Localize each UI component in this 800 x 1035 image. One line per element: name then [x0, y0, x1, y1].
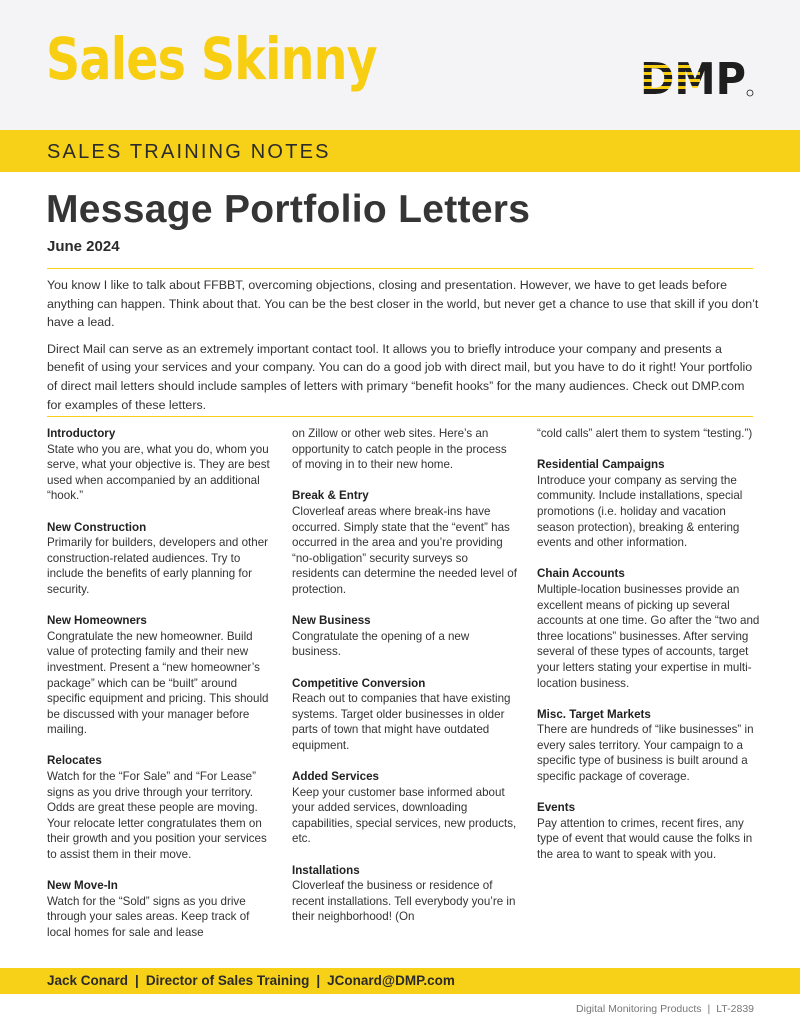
section-body: Watch for the “Sold” signs as you drive through your sales areas. Keep track of local homes for sale and lease	[47, 894, 250, 939]
section-relocates	[47, 753, 273, 862]
section-title: Break & Entry	[292, 489, 369, 503]
section-break-entry	[292, 488, 518, 597]
section-body: Multiple-location businesses provide an excellent means of picking up several accounts at one time. Go after the “two and three locations” businesses. After serving several of these types of accounts, target your letters stating your expertise in multi-location business.	[537, 582, 760, 690]
document-date: June 2024	[47, 238, 120, 255]
column-1	[47, 426, 273, 956]
header-area	[0, 0, 800, 130]
section-body: Congratulate the new homeowner. Build value of protecting family and their new investment. Present a “new homeowner’s package” which can be “built” around specific equipment and pricing. This should be discussed with your manager before mailing.	[47, 629, 269, 737]
section-continuation	[292, 426, 518, 473]
section-title: Residential Campaigns	[537, 458, 665, 472]
divider-top	[47, 268, 753, 269]
section-events	[537, 800, 763, 862]
author-role: Director of Sales Training	[145, 973, 310, 988]
section-body: There are hundreds of “like businesses” in every sales territory. Your campaign to a specific type of business is built around a specific package of coverage.	[537, 723, 754, 784]
company-name: Digital Monitoring Products	[576, 1003, 702, 1015]
section-title: Competitive Conversion	[292, 676, 426, 690]
column-2	[292, 426, 518, 941]
section-new-construction	[47, 520, 273, 598]
section-title: Added Services	[292, 770, 379, 784]
section-new-homeowners	[47, 613, 273, 738]
intro-paragraph: Direct Mail can serve as an extremely important contact tool. It allows you to briefly introduce your company and presents a benefit of using your services and your company. You can do a good job with direct mail, but you have to do it right! Your portfolio of direct mail letters should include samples of letters with primary “benefit hooks” for the many audiences. Check out DMP.com for examples of these letters.	[47, 341, 753, 412]
section-new-move-in	[47, 878, 273, 940]
dmp-logo	[640, 56, 754, 98]
section-body: Introduce your company as serving the community. Include installations, special promotions (i.e. holiday and vacation season protection), breaking & entering events and other information.	[537, 473, 743, 550]
section-band	[0, 130, 800, 172]
separator: |	[135, 973, 139, 988]
band-label: SALES TRAINING NOTES	[47, 141, 331, 163]
section-installations	[292, 863, 518, 925]
section-body: Watch for the “For Sale” and “For Lease” signs as you drive through your territory. Odds are great these people are moving. Your relocate letter congratulates them on their growth and you position your services to assist them in their move.	[47, 770, 267, 862]
section-body: Primarily for builders, developers and other construction-related audiences. Try to include the benefits of early planning for security.	[47, 536, 269, 596]
section-title: New Move-In	[47, 879, 118, 893]
author-email: JConard@DMP.com	[327, 973, 455, 988]
section-added-services	[292, 769, 518, 847]
intro-text	[47, 276, 759, 422]
author-name: Jack Conard	[47, 973, 129, 988]
section-title: New Homeowners	[47, 614, 147, 628]
section-body: Keep your customer base informed about your added services, downloading capabilities, special services, new products, etc.	[292, 785, 517, 846]
section-title: New Construction	[47, 520, 147, 534]
section-body: Pay attention to crimes, recent fires, any type of event that would cause the folks in the area to want to speak with you.	[537, 816, 753, 862]
separator: |	[316, 973, 321, 988]
section-title: Events	[537, 801, 576, 815]
section-new-business	[292, 613, 518, 660]
section-body: Cloverleaf areas where break-ins have occurred. Simply state that the “event” has occurred in the area and you’re providing “no-obligation” security surveys so residents can determine the needed level of protection.	[292, 504, 517, 596]
document-code-line	[576, 1003, 754, 1015]
section-body: Cloverleaf the business or residence of recent installations. Tell everybody you’re in their neighborhood! (On	[292, 879, 516, 924]
section-chain-accounts	[537, 566, 763, 691]
separator: |	[707, 1003, 711, 1015]
section-body: Congratulate the opening of a new business.	[292, 629, 470, 659]
section-title: Chain Accounts	[537, 567, 625, 581]
footer-band	[0, 968, 800, 994]
divider-columns	[47, 416, 753, 417]
section-residential-campaigns	[537, 457, 763, 551]
section-competitive-conversion	[292, 676, 518, 754]
section-title: Relocates	[47, 754, 102, 768]
section-body: State who you are, what you do, whom you serve, what your objective is. They are best used when accompanied by an additional “hook.”	[47, 442, 270, 503]
brand-title: Sales Skinny	[46, 25, 377, 93]
author-line	[47, 973, 455, 988]
document-title: Message Portfolio Letters	[46, 188, 531, 231]
section-title: Introductory	[47, 427, 116, 440]
section-title: Misc. Target Markets	[537, 707, 651, 721]
intro-paragraph: You know I like to talk about FFBBT, overcoming objections, closing and presentation. However, we have to get leads before anything can happen. Think about that. You can be the best closer in the world, but never get a chance to use that skill if you don’t have a lead.	[47, 278, 759, 330]
section-body: Reach out to companies that have existing systems. Target older businesses in older parts of town that might have outdated equipment.	[292, 692, 511, 752]
section-title: New Business	[292, 614, 371, 628]
section-misc-target-markets	[537, 707, 763, 785]
section-body: “cold calls” alert them to system “testing.”)	[537, 427, 753, 440]
section-body: on Zillow or other web sites. Here’s an opportunity to catch people in the process of moving in to their new home.	[292, 427, 507, 472]
column-3	[537, 426, 763, 878]
doc-code: LT-2839	[716, 1003, 754, 1015]
section-title: Installations	[292, 863, 360, 877]
section-introductory	[47, 426, 273, 504]
section-continuation	[537, 426, 763, 442]
